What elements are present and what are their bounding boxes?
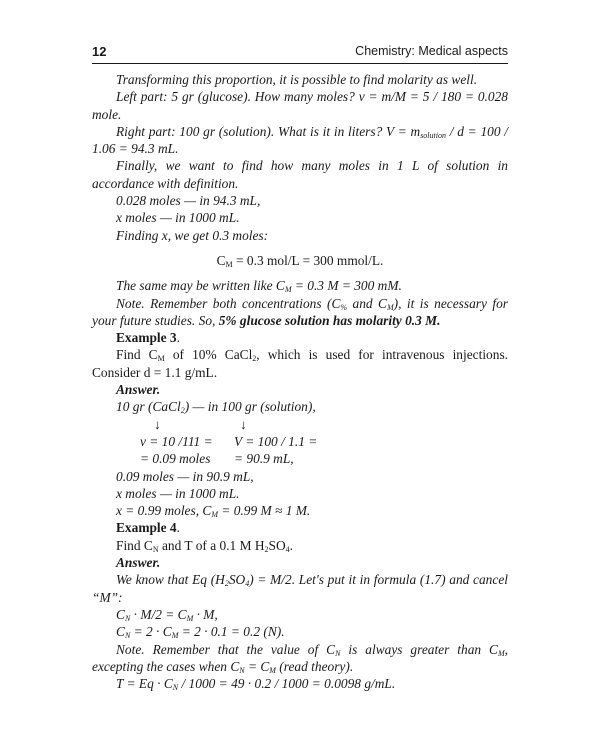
paragraph: Note. Remember both concentrations ($C_{\%}$ and $C_M$), it is necessary for your future studies. So, 5% glucose solution has molarity 0.3 M. [92, 295, 508, 328]
paragraph: Finally, we want to find how many moles in 1 L of solution in accordance with definition. [92, 158, 508, 191]
paragraph: 10 gr (CaCl$_2$) — in 100 gr (solution), [116, 399, 316, 416]
paragraph: x = 0.99 moles, $C_M = 0.99$ M ≈ 1 M. [116, 503, 311, 520]
paragraph: We know that Eq $(H_2SO_4) = M/2$. Let's put it in formula (1.7) and cancel “M”: [92, 572, 508, 605]
paragraph: x moles — in 1000 mL. [116, 485, 240, 501]
paragraph: 0.09 moles — in 90.9 mL, [116, 468, 254, 484]
paragraph: Find $C_N$ and T of a 0.1 M $H_2SO_4$. [116, 537, 293, 554]
arrow-down-icon: ↓ [154, 416, 161, 432]
paragraph: Transforming this proportion, it is possible to find molarity as well. [116, 72, 478, 87]
page-number: 12 [92, 44, 107, 59]
arrow-down-icon: ↓ [240, 416, 247, 432]
paragraph: 0.028 moles — in 94.3 mL, [116, 193, 261, 209]
equation: $C_M = 0.3$ mol/L = 300 mmol/L. [216, 252, 384, 269]
paragraph: The same may be written like $C_M = 0.3$ M = 300 mM. [116, 278, 402, 295]
paragraph: $T = Eq \cdot C_N / 1000 = 49 \cdot 0.2 / 1000 = 0.0098$ g/mL. [116, 676, 396, 693]
paragraph: = 0.09 moles = 90.9 mL, [140, 451, 294, 467]
running-title: Chemistry: Medical aspects [355, 44, 508, 58]
page-body [92, 71, 508, 692]
bold-conclusion: 5% glucose solution has molarity 0.3 M. [218, 312, 441, 328]
arrow-row [92, 416, 508, 433]
paragraph: Right part: 100 gr (solution). What is it in liters? $V = m_{solution} / d = 100 / 1.06 = 94.3$ mL. [92, 123, 509, 157]
paragraph: Find $C_M$ of 10% CaCl$_2$, which is used for intravenous injections. Consider d = 1.1 g/mL. [92, 347, 508, 380]
paragraph: x moles — in 1000 mL. [116, 210, 240, 226]
answer-heading: Answer. [116, 555, 161, 571]
example-heading: Example 3. [116, 330, 180, 346]
paragraph: ν = 10 /111 = V = 100 / 1.1 = [140, 433, 318, 449]
paragraph: $C_N = 2 \cdot C_M = 2 \cdot 0.1 = 0.2$ (N). [116, 624, 285, 641]
paragraph: Finding x, we get 0.3 moles: [116, 227, 269, 243]
paragraph: $C_N \cdot M/2 = C_M \cdot M$, [116, 606, 218, 623]
paragraph: Left part: 5 gr (glucose). How many moles? ν = m/M = 5 / 180 = 0.028 mole. [92, 89, 508, 122]
paragraph: Note. Remember that the value of $C_N$ is always greater than $C_M$, excepting the cases when $C_N = C_M$ (read theory). [92, 641, 508, 675]
answer-heading: Answer. [116, 382, 161, 398]
header-rule [92, 63, 508, 64]
page-header [92, 44, 508, 64]
example-heading: Example 4. [116, 520, 180, 536]
